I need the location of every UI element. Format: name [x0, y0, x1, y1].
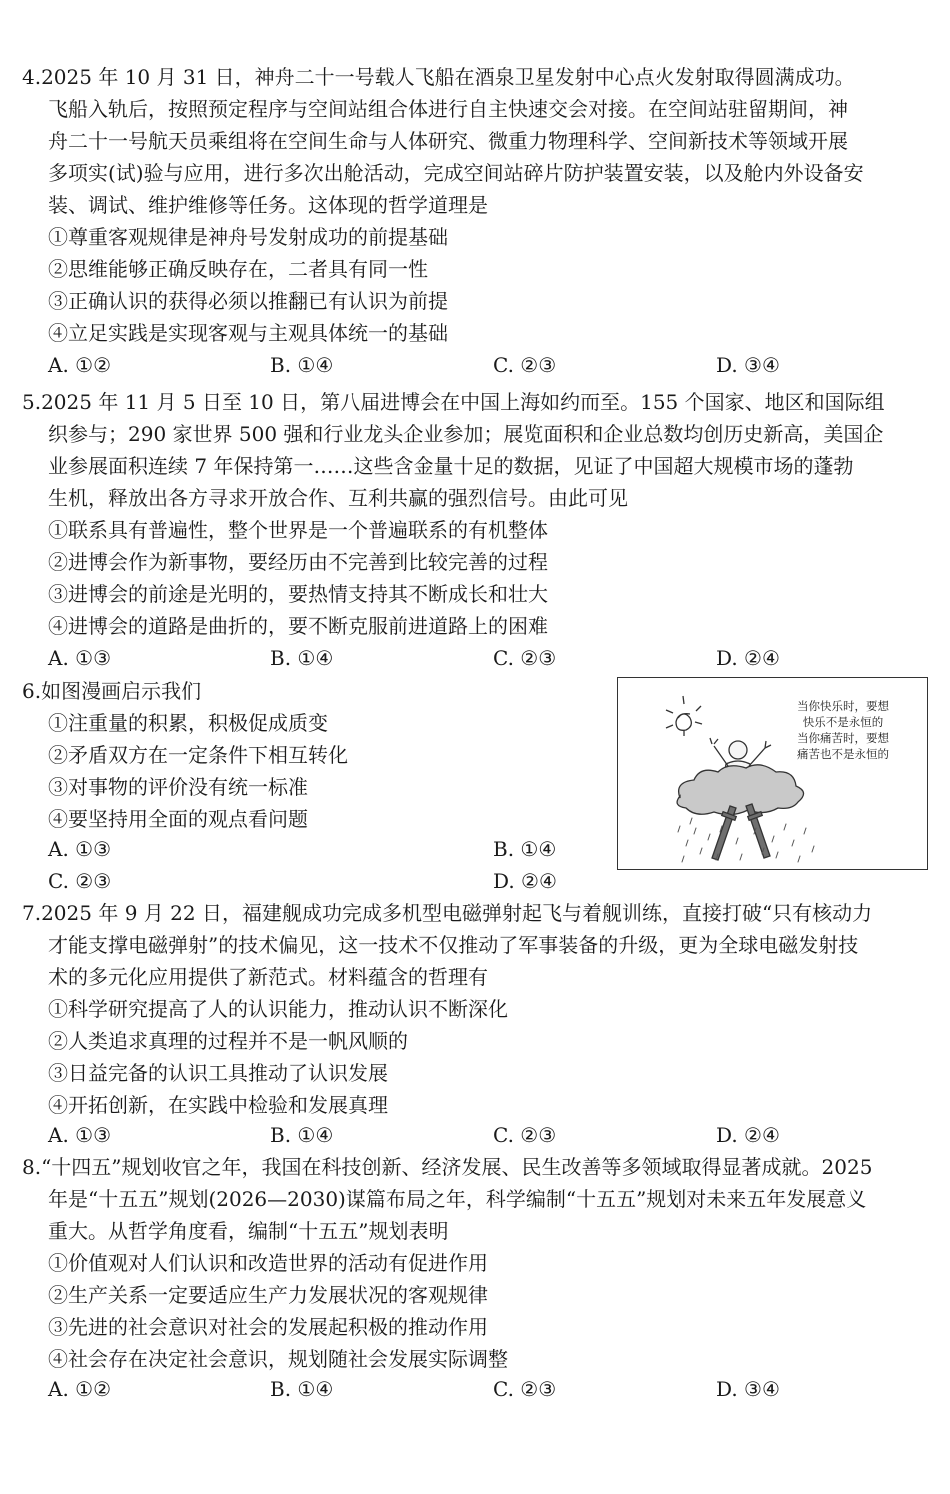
- question-stem-line: 6.如图漫画启示我们: [22, 679, 202, 703]
- question-stem-line: 术的多元化应用提供了新范式。材料蕴含的哲理有: [48, 965, 488, 989]
- question-stem-line: 4.2025 年 10 月 31 日，神舟二十一号载人飞船在酒泉卫星发射中心点火发射取得圆满成功。: [22, 65, 855, 89]
- statement-option: ④立足实践是实现客观与主观具体统一的基础: [48, 321, 448, 345]
- statement-option: ③日益完备的认识工具推动了认识发展: [48, 1061, 388, 1085]
- statement-option: ③先进的社会意识对社会的发展起积极的推动作用: [48, 1315, 488, 1339]
- statement-option: ①价值观对人们认识和改造世界的活动有促进作用: [48, 1251, 488, 1275]
- choice-d: D. ②④: [716, 1123, 780, 1147]
- choice-c: C. ②③: [493, 353, 557, 377]
- statement-option: ①尊重客观规律是神舟号发射成功的前提基础: [48, 225, 448, 249]
- statement-option: ④要坚持用全面的观点看问题: [48, 807, 308, 831]
- question-stem-line: 5.2025 年 11 月 5 日至 10 日，第八届进博会在中国上海如约而至。155 个国家、地区和国际组: [22, 390, 885, 414]
- question-stem-line: 业参展面积连续 7 年保持第一……这些含金量十足的数据，见证了中国超大规模市场的蓬勃: [48, 454, 854, 478]
- question-stem-line: 重大。从哲学角度看，编制“十五五”规划表明: [48, 1219, 449, 1243]
- choice-d: D. ②④: [716, 646, 780, 670]
- question-stem-line: 生机，释放出各方寻求开放合作、互利共赢的强烈信号。由此可见: [48, 486, 628, 510]
- choice-b: B. ①④: [270, 646, 334, 670]
- question-stem-line: 8.“十四五”规划收官之年，我国在科技创新、经济发展、民生改善等多领域取得显著成就。2025: [22, 1155, 873, 1179]
- choice-d: D. ③④: [716, 353, 780, 377]
- choice-a: A. ①②: [48, 353, 112, 377]
- choice-d: D. ②④: [493, 869, 557, 893]
- question-stem-line: 飞船入轨后，按照预定程序与空间站组合体进行自主快速交会对接。在空间站驻留期间，神: [48, 97, 848, 121]
- sun-icon: [666, 696, 702, 736]
- caption-line: 当你快乐时，要想: [797, 699, 889, 713]
- question-stem-line: 装、调试、维护维修等任务。这体现的哲学道理是: [48, 193, 488, 217]
- statement-option: ②生产关系一定要适应生产力发展状况的客观规律: [48, 1283, 488, 1307]
- statement-option: ④社会存在决定社会意识，规划随社会发展实际调整: [48, 1347, 508, 1371]
- choice-a: A. ①②: [48, 1377, 112, 1401]
- cartoon-figure: [617, 677, 928, 870]
- question-stem-line: 年是“十五五”规划(2026—2030)谋篇布局之年，科学编制“十五五”规划对未来五年发展意义: [48, 1187, 867, 1211]
- choice-c: C. ②③: [493, 646, 557, 670]
- cartoon-caption: [768, 698, 918, 762]
- choice-b: B. ①④: [270, 1377, 334, 1401]
- caption-line: 快乐不是永恒的: [802, 715, 884, 729]
- question-stem-line: 多项实(试)验与应用，进行多次出舱活动，完成空间站碎片防护装置安装，以及舱内外设备安: [48, 161, 864, 185]
- choice-c: C. ②③: [48, 869, 112, 893]
- statement-option: ②进博会作为新事物，要经历由不完善到比较完善的过程: [48, 550, 548, 574]
- choice-c: C. ②③: [493, 1377, 557, 1401]
- choice-d: D. ③④: [716, 1377, 780, 1401]
- choice-a: A. ①③: [48, 646, 112, 670]
- choice-a: A. ①③: [48, 1123, 112, 1147]
- rain: [678, 818, 814, 862]
- statement-option: ①联系具有普遍性，整个世界是一个普遍联系的有机整体: [48, 518, 548, 542]
- choice-b: B. ①④: [270, 353, 334, 377]
- statement-option: ②矛盾双方在一定条件下相互转化: [48, 743, 348, 767]
- statement-option: ②人类追求真理的过程并不是一帆风顺的: [48, 1029, 408, 1053]
- statement-option: ③正确认识的获得必须以推翻已有认识为前提: [48, 289, 448, 313]
- statement-option: ①注重量的积累，积极促成质变: [48, 711, 328, 735]
- rain-cloud: [677, 765, 803, 815]
- statement-option: ②思维能够正确反映存在，二者具有同一性: [48, 257, 428, 281]
- statement-option: ③对事物的评价没有统一标准: [48, 775, 308, 799]
- question-stem-line: 舟二十一号航天员乘组将在空间生命与人体研究、微重力物理科学、空间新技术等领域开展: [48, 129, 848, 153]
- caption-line: 当你痛苦时，要想: [797, 731, 889, 745]
- caption-line: 痛苦也不是永恒的: [797, 747, 889, 761]
- statement-option: ④开拓创新，在实践中检验和发展真理: [48, 1093, 388, 1117]
- question-stem-line: 才能支撑电磁弹射”的技术偏见，这一技术不仅推动了军事装备的升级，更为全球电磁发射技: [48, 933, 859, 957]
- choice-b: B. ①④: [493, 837, 557, 861]
- choice-b: B. ①④: [270, 1123, 334, 1147]
- statement-option: ①科学研究提高了人的认识能力，推动认识不断深化: [48, 997, 508, 1021]
- question-stem-line: 7.2025 年 9 月 22 日，福建舰成功完成多机型电磁弹射起飞与着舰训练，直接打破“只有核动力: [22, 901, 873, 925]
- statement-option: ③进博会的前途是光明的，要热情支持其不断成长和壮大: [48, 582, 548, 606]
- choice-a: A. ①③: [48, 837, 112, 861]
- choice-c: C. ②③: [493, 1123, 557, 1147]
- question-stem-line: 织参与；290 家世界 500 强和行业龙头企业参加；展览面积和企业总数均创历史新高，美国企: [48, 422, 884, 446]
- statement-option: ④进博会的道路是曲折的，要不断克服前进道路上的困难: [48, 614, 548, 638]
